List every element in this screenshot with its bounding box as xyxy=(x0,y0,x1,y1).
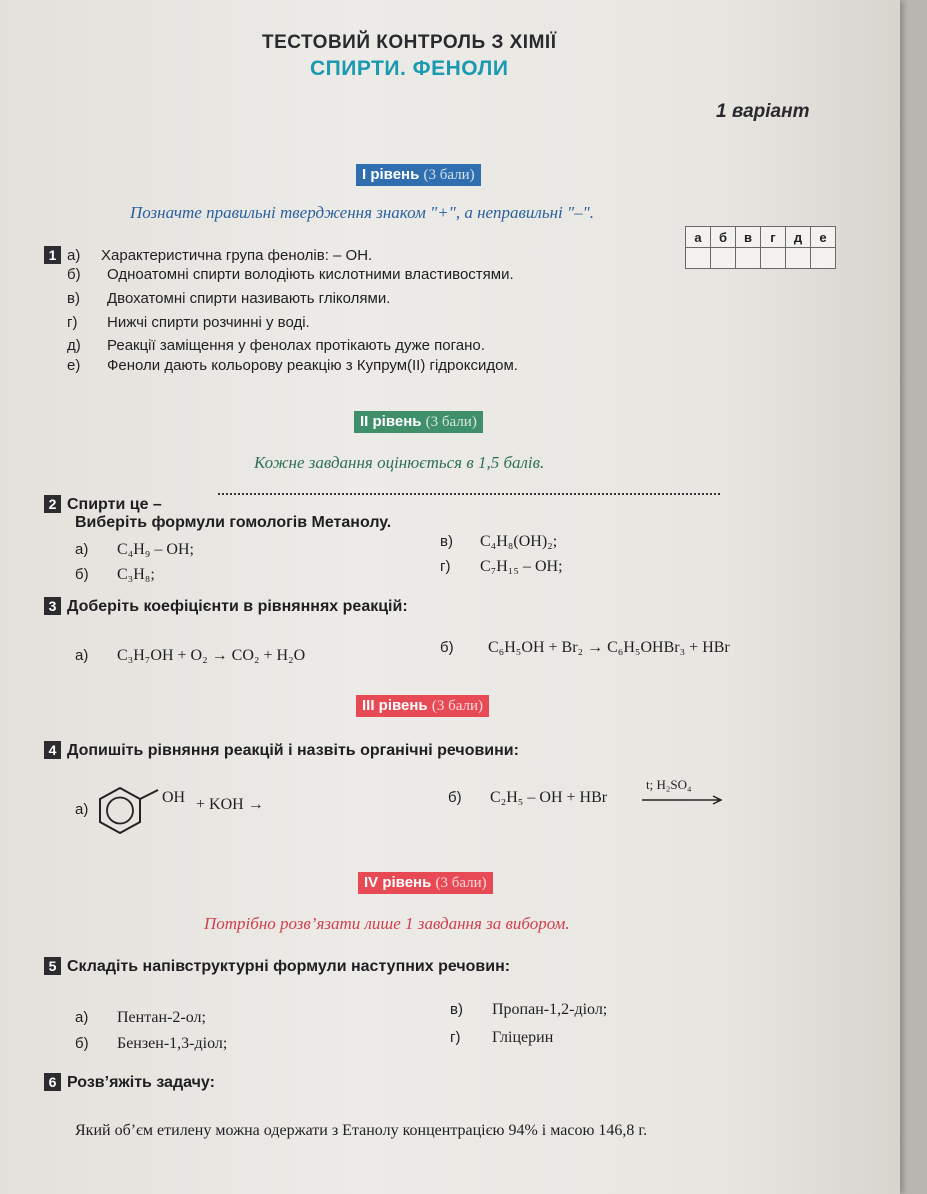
task-2-option-g: г) C₇H₁₅ – OH; xyxy=(440,558,563,575)
level-1-badge xyxy=(356,164,481,186)
task-5-option-b: б) Бензен-1,3-діол; xyxy=(75,1035,228,1052)
task-4b-equation: б) C₂H₅ – OH + HBr xyxy=(448,789,608,806)
grid-header-b: б xyxy=(711,227,736,248)
task-4-question: 4 Допишіть рівняння реакцій і назвіть органічні речовини: xyxy=(44,741,519,760)
task-5-option-a: а) Пентан-2-ол; xyxy=(75,1009,206,1026)
task-1-item-v: в) Двохатомні спирти називають гліколями. xyxy=(67,290,391,307)
task-2-number: 2 xyxy=(44,495,61,513)
level-4-label: IV рівень xyxy=(364,874,432,891)
task-1-item-d: д) Реакції заміщення у фенолах протікають дуже погано. xyxy=(67,337,485,354)
task-1-item-g: г) Нижчі спирти розчинні у воді. xyxy=(67,314,310,331)
answer-cell-v[interactable] xyxy=(736,248,761,269)
task-2-lead: 2 Спирти це – xyxy=(44,495,162,514)
task-5-option-g: г) Гліцерин xyxy=(450,1029,554,1046)
level-3-label: ІІІ рівень xyxy=(362,697,428,714)
level-3-points: (3 бали) xyxy=(431,698,484,714)
task-2-question: Виберіть формули гомологів Метанолу. xyxy=(75,514,392,531)
task-3-equation-a: а) C₃H₇OH + O₂ → CO₂ + H₂O xyxy=(75,647,306,664)
task-5-option-v: в) Пропан-1,2-діол; xyxy=(450,1001,608,1018)
grid-header-d: д xyxy=(786,227,811,248)
benzene-ring-icon xyxy=(92,782,164,842)
level-3-badge xyxy=(356,695,489,717)
answer-cell-d[interactable] xyxy=(786,248,811,269)
grid-header-g: г xyxy=(761,227,786,248)
task-6-problem-text: Який об’єм етилену можна одержати з Етанолу концентрацією 94% і масою 146,8 г. xyxy=(75,1122,648,1139)
task-1-number: 1 xyxy=(44,246,61,264)
task-4a-oh-group: OH xyxy=(162,789,186,806)
level-4-instruction: Потрібно розв’язати лише 1 завдання за вибором. xyxy=(204,914,570,933)
task-1-item-b: б) Одноатомні спирти володіють кислотними властивостями. xyxy=(67,266,514,283)
task-1-item-e: е) Феноли дають кольорову реакцію з Купрум(ІІ) гідроксидом. xyxy=(67,357,518,374)
task-4a-rest: + KOH → xyxy=(196,796,264,813)
task-5-number: 5 xyxy=(44,957,61,975)
task-4a-letter: а) xyxy=(75,801,89,818)
level-4-badge xyxy=(358,872,493,894)
answer-grid xyxy=(685,226,836,269)
level-1-points: (3 бали) xyxy=(423,167,475,183)
task-1-item-a: 1 а) Характеристична група фенолів: – ОН. xyxy=(44,246,372,264)
task-6-number: 6 xyxy=(44,1073,61,1091)
task-2-option-v: в) C₄H₈(OH)₂; xyxy=(440,533,558,550)
task-3-question: 3 Доберіть коефіцієнти в рівняннях реакцій: xyxy=(44,597,408,616)
level-2-badge xyxy=(354,411,483,433)
task-2-answer-line[interactable] xyxy=(218,493,720,495)
answer-cell-e[interactable] xyxy=(811,248,836,269)
level-1-label: І рівень xyxy=(362,166,420,183)
level-2-instruction: Кожне завдання оцінюється в 1,5 балів. xyxy=(254,453,545,472)
task-3-number: 3 xyxy=(44,597,61,615)
task-3-equation-b: б) C₆H₅OH + Br₂ → C₆H₅OHBr₃ + HBr xyxy=(440,639,730,656)
level-4-points: (3 бали) xyxy=(435,875,487,891)
variant-label: 1 варіант xyxy=(716,101,810,122)
topic-title: СПИРТИ. ФЕНОЛИ xyxy=(310,57,509,80)
test-title: ТЕСТОВИЙ КОНТРОЛЬ З ХІМІЇ xyxy=(262,32,557,53)
task-2-option-a: а) C₄H₉ – OH; xyxy=(75,541,194,558)
task-2-option-b: б) C₃H₈; xyxy=(75,566,155,583)
task-5-question: 5 Складіть напівструктурні формули наступних речовин: xyxy=(44,957,510,976)
answer-cell-a[interactable] xyxy=(686,248,711,269)
answer-cell-b[interactable] xyxy=(711,248,736,269)
grid-header-v: в xyxy=(736,227,761,248)
level-2-label: ІІ рівень xyxy=(360,413,422,430)
answer-cell-g[interactable] xyxy=(761,248,786,269)
task-4-number: 4 xyxy=(44,741,61,759)
grid-header-a: а xyxy=(686,227,711,248)
level-2-points: (3 бали) xyxy=(425,414,477,430)
task-6-question: 6 Розв’яжіть задачу: xyxy=(44,1073,215,1092)
reaction-arrow-icon xyxy=(640,794,726,806)
level-1-instruction: Позначте правильні твердження знаком "+", а неправильні "–". xyxy=(130,203,595,222)
grid-header-e: е xyxy=(811,227,836,248)
task-4b-conditions: t; H₂SO₄ xyxy=(646,777,692,792)
